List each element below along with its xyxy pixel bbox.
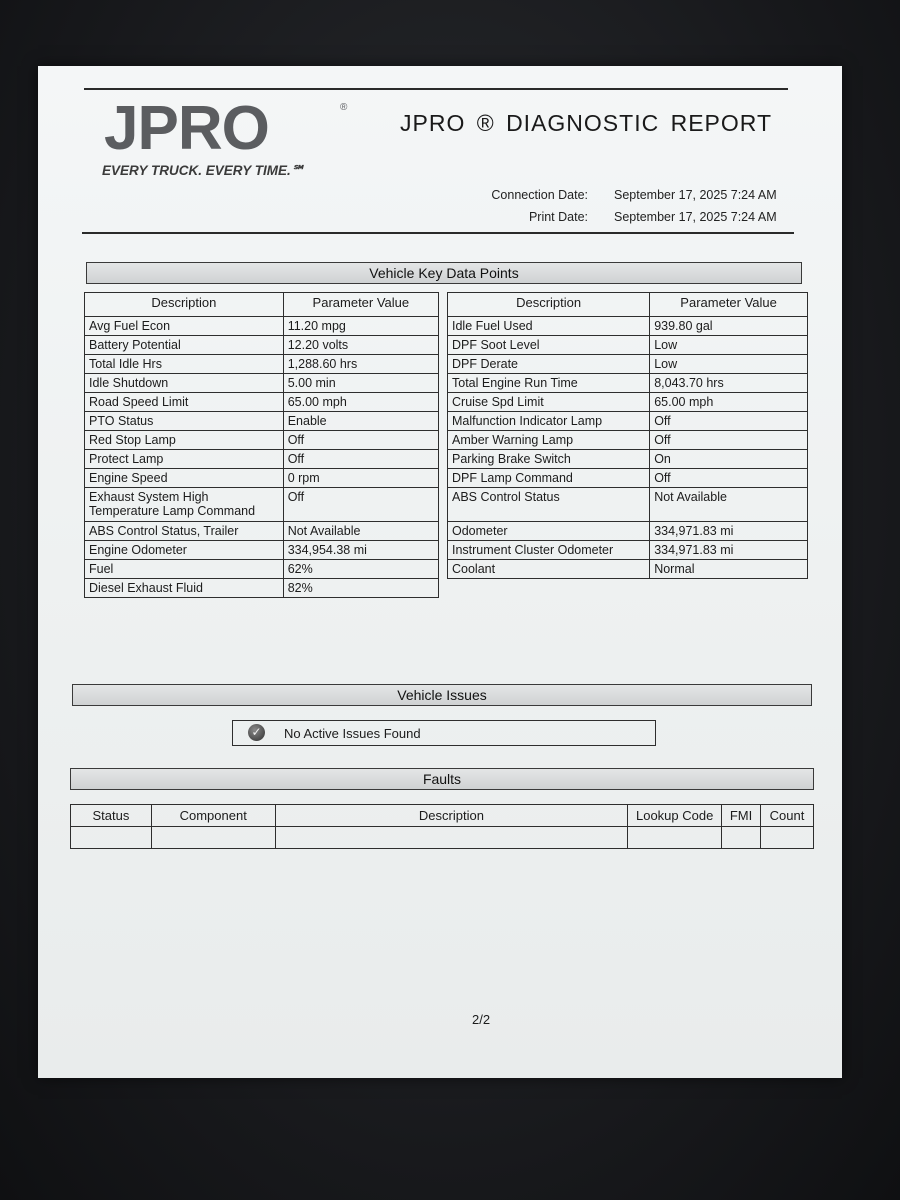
- key-data-left-table: [84, 292, 439, 598]
- row-description: Malfunction Indicator Lamp: [448, 412, 650, 431]
- row-description: PTO Status: [85, 412, 284, 431]
- row-value: 939.80 gal: [650, 317, 808, 336]
- table-header-row: [448, 293, 808, 317]
- check-icon: ✓: [248, 724, 265, 741]
- faults-col-component: Component: [151, 805, 275, 827]
- row-description: Cruise Spd Limit: [448, 393, 650, 412]
- parameter-value-column-header: Parameter Value: [650, 293, 808, 317]
- table-row: [448, 541, 808, 560]
- row-value: Normal: [650, 560, 808, 579]
- table-cell: [761, 827, 814, 849]
- row-value: 8,043.70 hrs: [650, 374, 808, 393]
- row-value: Off: [650, 431, 808, 450]
- row-value: 11.20 mpg: [283, 317, 438, 336]
- logo-registered-mark: ®: [340, 102, 348, 113]
- logo-wordmark: JPRO: [104, 94, 269, 163]
- table-row: [85, 560, 439, 579]
- row-description: Avg Fuel Econ: [85, 317, 284, 336]
- vehicle-issues-section-title: Vehicle Issues: [72, 684, 812, 706]
- row-value: 334,971.83 mi: [650, 522, 808, 541]
- row-value: Off: [283, 450, 438, 469]
- row-value: Low: [650, 336, 808, 355]
- row-value: 1,288.60 hrs: [283, 355, 438, 374]
- row-description: Idle Fuel Used: [448, 317, 650, 336]
- row-value: 12.20 volts: [283, 336, 438, 355]
- table-row: [85, 488, 439, 522]
- key-data-section-title: Vehicle Key Data Points: [86, 262, 802, 284]
- table-row: [85, 355, 439, 374]
- row-description: DPF Soot Level: [448, 336, 650, 355]
- row-value: Off: [650, 412, 808, 431]
- table-row: [85, 522, 439, 541]
- faults-section-title: Faults: [70, 768, 814, 790]
- print-date-label: Print Date:: [528, 210, 588, 224]
- row-description: Total Idle Hrs: [85, 355, 284, 374]
- issue-status-text: No Active Issues Found: [284, 726, 421, 741]
- connection-date-label: Connection Date:: [491, 188, 588, 202]
- row-description: Engine Odometer: [85, 541, 284, 560]
- row-description: Idle Shutdown: [85, 374, 284, 393]
- row-value: On: [650, 450, 808, 469]
- table-row: [448, 469, 808, 488]
- row-description: Odometer: [448, 522, 650, 541]
- table-row: [448, 450, 808, 469]
- row-value: Not Available: [650, 488, 808, 522]
- table-cell: [722, 827, 761, 849]
- row-description: Instrument Cluster Odometer: [448, 541, 650, 560]
- table-header-row: [71, 805, 814, 827]
- table-row: [71, 827, 814, 849]
- parameter-value-column-header: Parameter Value: [283, 293, 438, 317]
- table-row: [85, 579, 439, 598]
- row-value: 65.00 mph: [650, 393, 808, 412]
- row-description: Red Stop Lamp: [85, 431, 284, 450]
- print-date-value: September 17, 2025 7:24 AM: [614, 210, 777, 224]
- table-cell: [628, 827, 722, 849]
- table-row: [448, 393, 808, 412]
- table-row: [448, 317, 808, 336]
- row-value: Off: [650, 469, 808, 488]
- row-description: DPF Lamp Command: [448, 469, 650, 488]
- jpro-logo: [102, 94, 348, 179]
- row-value: Enable: [283, 412, 438, 431]
- row-value: 334,971.83 mi: [650, 541, 808, 560]
- faults-col-lookup-code: Lookup Code: [628, 805, 722, 827]
- logo-tagline: EVERY TRUCK. EVERY TIME.℠: [102, 163, 305, 178]
- page-number: 2/2: [472, 1012, 491, 1027]
- table-row: [448, 522, 808, 541]
- faults-table: [70, 804, 814, 849]
- table-row: [448, 355, 808, 374]
- row-value: 65.00 mph: [283, 393, 438, 412]
- row-value: Off: [283, 488, 438, 522]
- report-page: [38, 66, 842, 1078]
- table-row: [448, 431, 808, 450]
- table-cell: [275, 827, 628, 849]
- table-row: [85, 431, 439, 450]
- table-row: [448, 488, 808, 522]
- row-description: Fuel: [85, 560, 284, 579]
- header-rule: [82, 232, 794, 234]
- table-row: [85, 317, 439, 336]
- issue-status-box: [232, 720, 656, 746]
- table-row: [85, 393, 439, 412]
- table-row: [85, 374, 439, 393]
- row-description: DPF Derate: [448, 355, 650, 374]
- description-column-header: Description: [85, 293, 284, 317]
- table-row: [85, 412, 439, 431]
- faults-col-count: Count: [761, 805, 814, 827]
- table-row: [85, 450, 439, 469]
- row-value: 334,954.38 mi: [283, 541, 438, 560]
- table-row: [448, 560, 808, 579]
- row-value: 5.00 min: [283, 374, 438, 393]
- table-row: [85, 541, 439, 560]
- row-description: ABS Control Status, Trailer: [85, 522, 284, 541]
- report-title: JPRO ® DIAGNOSTIC REPORT: [400, 110, 773, 136]
- row-value: 62%: [283, 560, 438, 579]
- connection-date-value: September 17, 2025 7:24 AM: [614, 188, 777, 202]
- row-value: 82%: [283, 579, 438, 598]
- row-description: Battery Potential: [85, 336, 284, 355]
- row-description: Protect Lamp: [85, 450, 284, 469]
- row-description: Road Speed Limit: [85, 393, 284, 412]
- table-cell: [151, 827, 275, 849]
- row-description: Amber Warning Lamp: [448, 431, 650, 450]
- row-description: Exhaust System High Temperature Lamp Command: [85, 488, 284, 522]
- faults-col-fmi: FMI: [722, 805, 761, 827]
- row-description: ABS Control Status: [448, 488, 650, 522]
- row-description: Parking Brake Switch: [448, 450, 650, 469]
- row-description: Coolant: [448, 560, 650, 579]
- table-row: [85, 469, 439, 488]
- table-row: [448, 374, 808, 393]
- row-description: Engine Speed: [85, 469, 284, 488]
- table-row: [448, 412, 808, 431]
- row-value: Off: [283, 431, 438, 450]
- row-description: Diesel Exhaust Fluid: [85, 579, 284, 598]
- table-row: [85, 336, 439, 355]
- table-row: [448, 336, 808, 355]
- row-value: Not Available: [283, 522, 438, 541]
- table-cell: [71, 827, 152, 849]
- table-header-row: [85, 293, 439, 317]
- key-data-right-table: [447, 292, 808, 579]
- description-column-header: Description: [448, 293, 650, 317]
- faults-col-status: Status: [71, 805, 152, 827]
- row-value: 0 rpm: [283, 469, 438, 488]
- row-value: Low: [650, 355, 808, 374]
- top-rule: [84, 88, 788, 90]
- row-description: Total Engine Run Time: [448, 374, 650, 393]
- faults-col-description: Description: [275, 805, 628, 827]
